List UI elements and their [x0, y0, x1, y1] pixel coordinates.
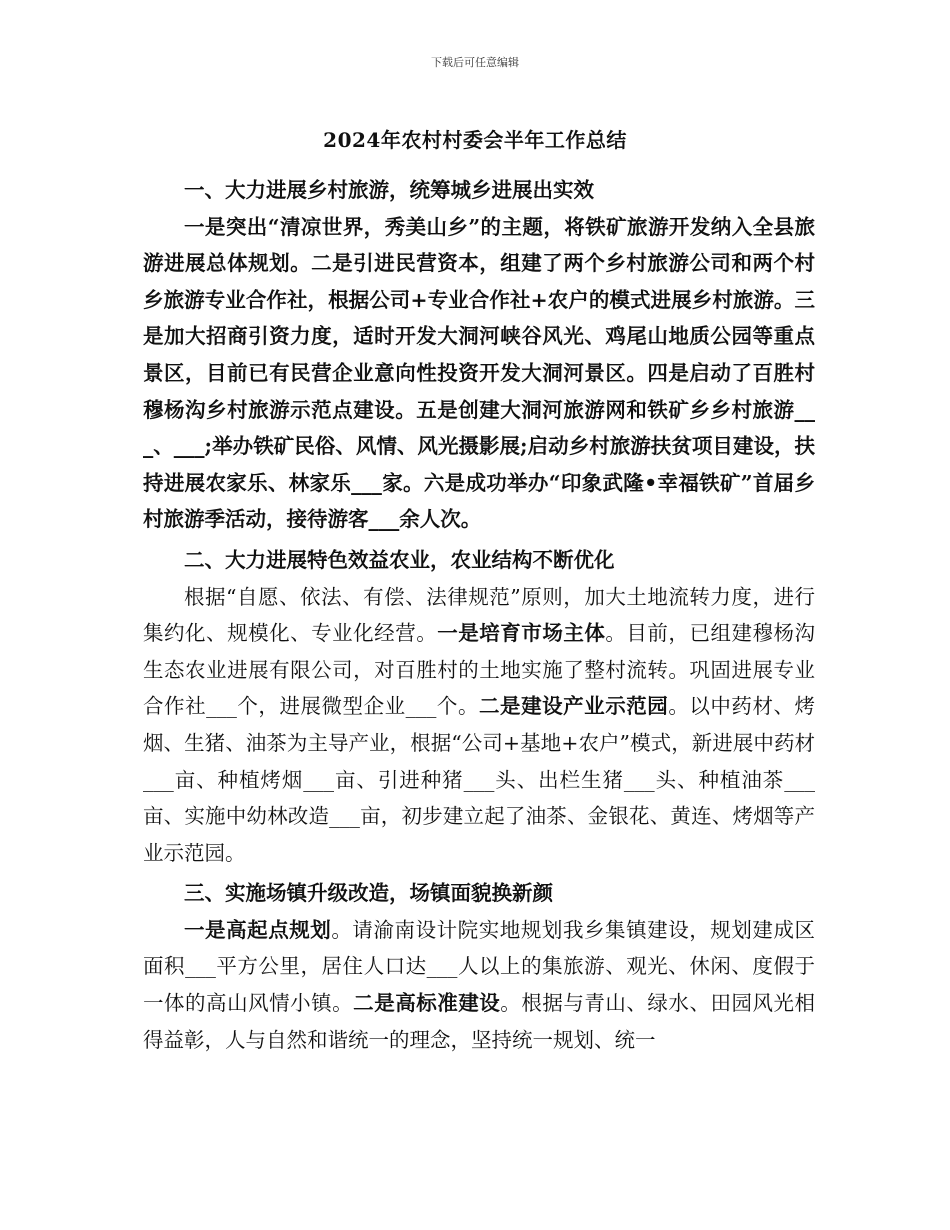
section-2-emphasis-2: 二是建设产业示范园: [479, 694, 669, 719]
section-3-paragraph: [143, 912, 815, 1058]
section-3-emphasis-1: 一是高起点规划: [184, 917, 332, 942]
page-title: 2024年农村村委会半年工作总结: [323, 128, 627, 152]
section-1-paragraph: 一是突出“清凉世界，秀美山乡”的主题，将铁矿旅游开发纳入全县旅游进展总体规划。二是引进民营资本，组建了两个乡村旅游公司和两个村乡旅游专业合作社，根据公司+专业合作社+农户的模式进展乡村旅游。三是加大招商引资力度，适时开发大洞河峡谷风光、鸡尾山地质公园等重点景区，目前已有民营企业意向性投资开发大洞河景区。四是启动了百胜村穆杨沟乡村旅游示范点建设。五是创建大洞河旅游网和铁矿乡乡村旅游___、___;举办铁矿民俗、风情、风光摄影展;启动乡村旅游扶贫项目建设，扶持进展农家乐、林家乐___家。六是成功举办“印象武隆•幸福铁矿”首届乡村旅游季活动，接待游客___余人次。: [143, 214, 815, 532]
header-note: 下载后可任意编辑: [431, 56, 519, 69]
section-2-heading: 二、大力进展特色效益农业，农业结构不断优化: [184, 547, 615, 572]
section-2-text-e: 。以中药材、烤烟、生猪、油茶为主导产业，根据“公司+基地+农户”模式，新进展中药材___亩、种植烤烟___亩、引进种猪___头、出栏生猪___头、种植油茶___亩、实施中幼林改造___亩，初步建立起了油茶、金银花、黄连、烤烟等产业示范园。: [143, 694, 816, 865]
section-2-emphasis-1: 一是培育市场主体: [437, 621, 606, 646]
section-2-text-c: 。目前，已组建穆杨沟生态农业进展有限公司，对百胜村的土地实施了整村流转。巩固进展专业合作社___个，进展微型企业___个。: [143, 621, 816, 719]
section-3-heading: 三、实施场镇升级改造，场镇面貌换新颜: [184, 881, 553, 906]
section-3-emphasis-2: 二是高标准建设: [353, 991, 501, 1016]
document-body: [143, 172, 815, 1058]
section-2-text-a: 根据“自愿、依法、有偿、法律规范”原则，加大土地流转力度，进行集约化、规模化、专业化经营。: [143, 584, 815, 646]
section-3-text-d: 。根据与青山、绿水、田园风光相得益彰，人与自然和谐统一的理念，坚持统一规划、统一: [143, 991, 816, 1052]
section-2-paragraph: [143, 579, 815, 872]
section-3-text-b: 。请渝南设计院实地规划我乡集镇建设，规划建成区面积___平方公里，居住人口达___人以上的集旅游、观光、休闲、度假于一体的高山风情小镇。: [143, 917, 816, 1016]
section-1-heading: 一、大力进展乡村旅游，统筹城乡进展出实效: [184, 178, 594, 202]
